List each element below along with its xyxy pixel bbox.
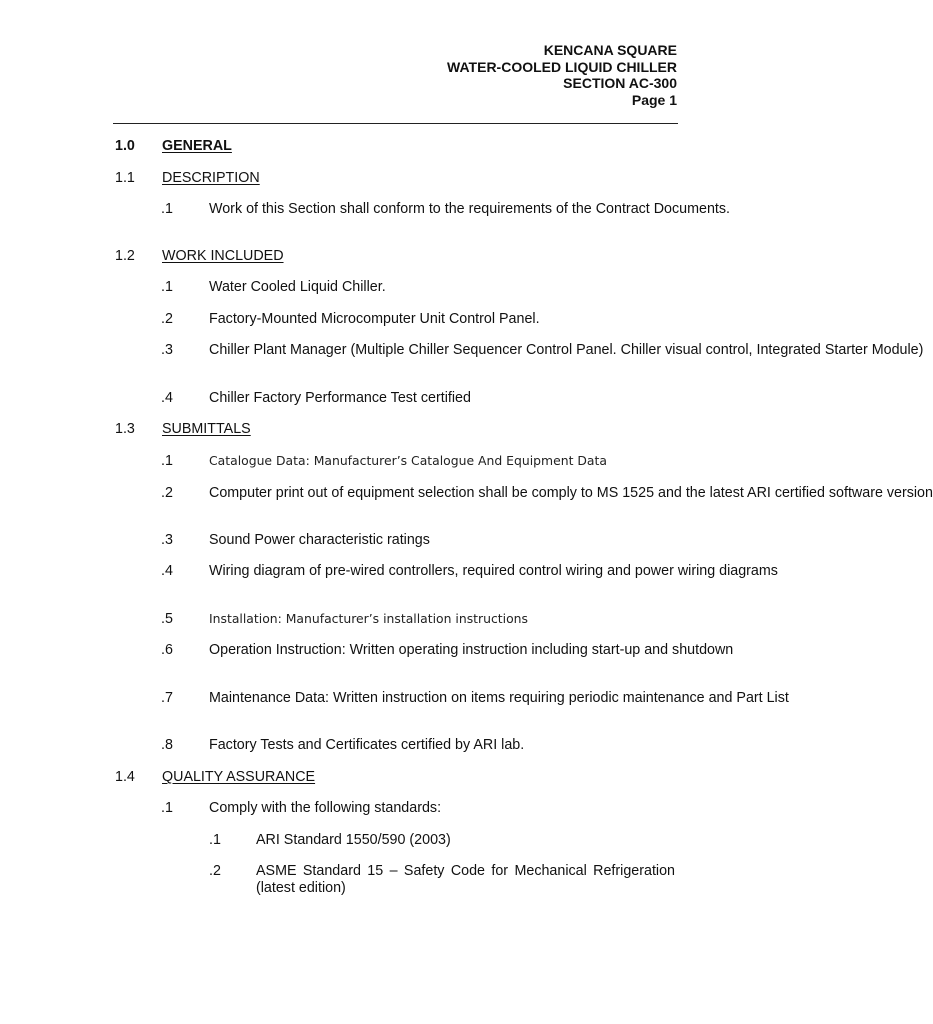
subitem-text-quality-1-2: ASME Standard 15 – Safety Code for Mechanical Refrigeration (latest edition) [256, 863, 675, 896]
page-number: Page 1 [631, 91, 677, 108]
item-text-submittals-7: Maintenance Data: Written instruction on items requiring periodic maintenance and Part List [209, 690, 789, 706]
item-text-submittals-5: Installation: Manufacturer’s installation instructions [209, 611, 528, 626]
item-number: .1 [161, 453, 173, 469]
item-text-submittals-3: Sound Power characteristic ratings [209, 532, 430, 548]
item-number: .4 [161, 563, 173, 579]
header-divider [113, 123, 678, 124]
item-text-submittals-2: Computer print out of equipment selection shall be comply to MS 1525 and the latest ARI certified software version [209, 485, 933, 501]
section-number-1-0: 1.0 [115, 138, 135, 154]
item-text-submittals-1: Catalogue Data: Manufacturer’s Catalogue And Equipment Data [209, 453, 607, 468]
item-number: .1 [161, 279, 173, 295]
section-number-1-1: 1.1 [115, 170, 135, 186]
section-title-description: DESCRIPTION [162, 170, 260, 186]
item-number: .2 [161, 485, 173, 501]
item-number: .1 [161, 201, 173, 217]
item-text-submittals-6: Operation Instruction: Written operating instruction including start-up and shutdown [209, 642, 734, 658]
item-number: .4 [161, 390, 173, 406]
item-number: .2 [161, 311, 173, 327]
section-title-quality-assurance: QUALITY ASSURANCE [162, 769, 316, 785]
item-number: .5 [161, 611, 173, 627]
subitem-text-quality-1-1: ARI Standard 1550/590 (2003) [256, 832, 451, 848]
item-text-work-4: Chiller Factory Performance Test certified [209, 390, 471, 406]
section-number: SECTION AC-300 [563, 75, 677, 91]
section-number-1-3: 1.3 [115, 421, 135, 437]
section-title-work-included: WORK INCLUDED [162, 248, 284, 264]
item-number: .8 [161, 737, 173, 753]
section-title-submittals: SUBMITTALS [162, 421, 251, 437]
subitem-number: .1 [209, 832, 221, 848]
section-title-general: GENERAL [162, 138, 232, 154]
item-text-work-1: Water Cooled Liquid Chiller. [209, 279, 386, 295]
project-name: KENCANA SQUARE [543, 42, 677, 58]
item-text-work-2: Factory-Mounted Microcomputer Unit Control Panel. [209, 311, 540, 327]
item-text-submittals-4: Wiring diagram of pre-wired controllers, required control wiring and power wiring diagrams [209, 563, 778, 579]
item-number: .1 [161, 800, 173, 816]
subitem-number: .2 [209, 863, 221, 879]
document-title: WATER-COOLED LIQUID CHILLER [447, 58, 677, 75]
item-number: .6 [161, 642, 173, 658]
item-text-work-3: Chiller Plant Manager (Multiple Chiller Sequencer Control Panel. Chiller visual control, Integrated Starter Module) [209, 342, 924, 358]
item-number: .7 [161, 690, 173, 706]
item-number: .3 [161, 342, 173, 358]
section-number-1-4: 1.4 [115, 769, 135, 785]
item-text-quality-1: Comply with the following standards: [209, 800, 442, 816]
item-text-submittals-8: Factory Tests and Certificates certified by ARI lab. [209, 737, 525, 753]
section-number-1-2: 1.2 [115, 248, 135, 264]
document-header [447, 42, 677, 108]
item-text-description-1: Work of this Section shall conform to the requirements of the Contract Documents. [209, 201, 731, 217]
item-number: .3 [161, 532, 173, 548]
